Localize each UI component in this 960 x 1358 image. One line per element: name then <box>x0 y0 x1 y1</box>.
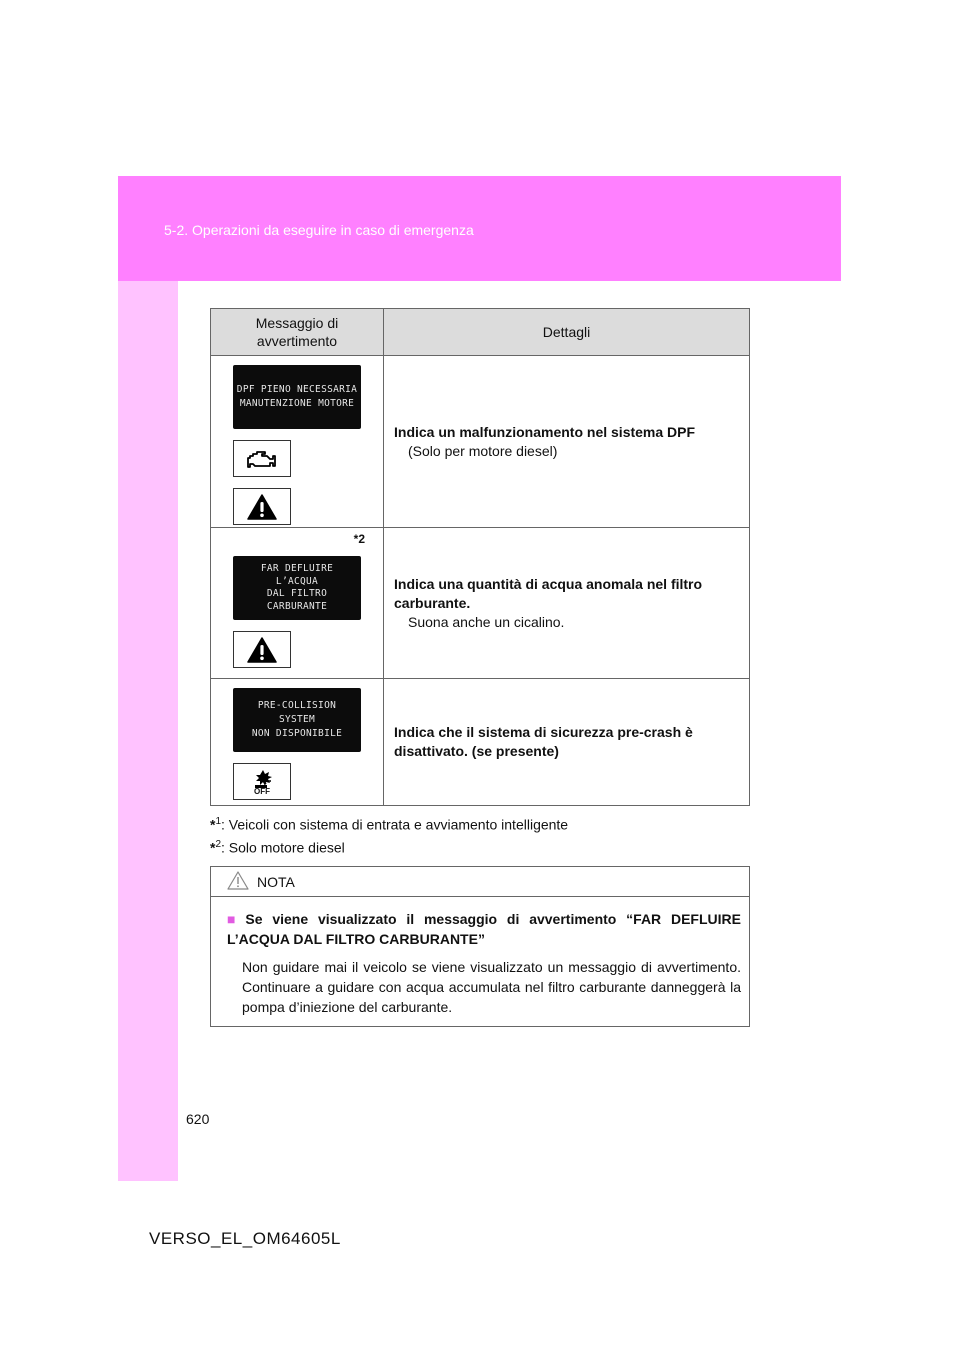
footnote-marker: *2 <box>353 532 365 546</box>
warning-triangle-icon <box>233 631 291 668</box>
document-code: VERSO_EL_OM64605L <box>149 1229 341 1248</box>
note-heading: NOTA <box>257 873 295 890</box>
display-message: PRE-COLLISION SYSTEM NON DISPONIBILE <box>233 688 361 752</box>
detail-cell: Indica che il sistema di sicurezza pre-crash è disattivato. (se presente) <box>384 679 750 806</box>
detail-cell: Indica una quantità di acqua anomala nel filtro carburante. Suona anche un cicalino. <box>384 528 750 679</box>
detail-cell: Indica un malfunzionamento nel sistema DPF (Solo per motore diesel) <box>384 356 750 528</box>
message-cell <box>211 356 384 528</box>
table-header-row <box>211 309 750 356</box>
footnote-item: *$^2$: Solo motore diesel <box>210 838 345 856</box>
footnote-item: *$^1$: Veicoli con sistema di entrata e avviamento intelligente <box>210 816 569 833</box>
footnotes <box>210 812 568 857</box>
warning-triangle-icon <box>233 488 291 525</box>
section-title: 5-2. Operazioni da eseguire in caso di emergenza <box>164 222 474 238</box>
display-message: FAR DEFLUIRE L’ACQUA DAL FILTRO CARBURANTE <box>233 556 361 620</box>
page-number: 620 <box>186 1111 210 1127</box>
note-text: Non guidare mai il veicolo se viene visualizzato un messaggio di avvertimento. Continuare a guidare con acqua accumulata nel filtro carburante danneggerà la pompa d’iniezione del carburante. <box>242 959 741 1015</box>
message-cell <box>211 528 384 679</box>
side-band <box>118 281 178 1181</box>
table-row <box>211 356 750 528</box>
note-header <box>211 867 749 897</box>
pre-collision-off-icon: OFF <box>233 763 291 800</box>
table-row <box>211 528 750 679</box>
table-row <box>211 679 750 806</box>
note-body <box>211 897 749 1017</box>
column-header-message: Messaggio di avvertimento <box>211 309 384 356</box>
message-cell <box>211 679 384 806</box>
warning-messages-table <box>210 308 750 806</box>
engine-icon <box>233 440 291 477</box>
note-box <box>210 866 750 1027</box>
bullet-square-icon: ■ <box>227 911 242 927</box>
column-header-details: Dettagli <box>384 309 750 356</box>
note-title: ■ Se viene visualizzato il messaggio di avvertimento “FAR DEFLUIRE L’ACQUA DAL FILTRO CARBURANTE” <box>227 911 741 947</box>
caution-icon <box>227 871 249 893</box>
display-message: DPF PIENO NECESSARIA MANUTENZIONE MOTORE <box>233 365 361 429</box>
